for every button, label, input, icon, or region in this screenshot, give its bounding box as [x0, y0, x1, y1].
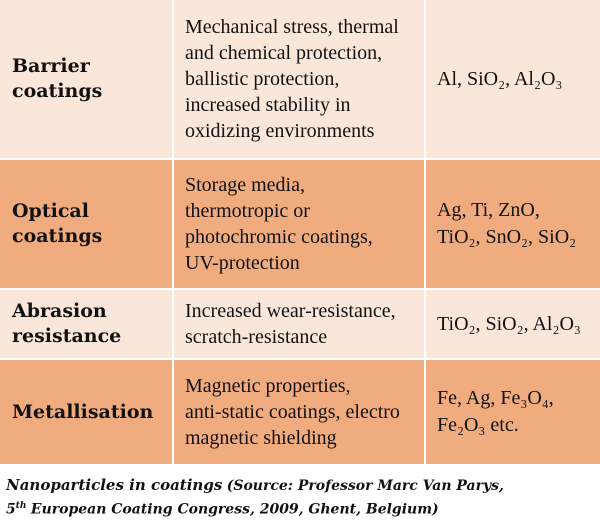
- application-line: oxidizing environments: [185, 120, 375, 142]
- table-row-optical-coatings: [0, 160, 600, 290]
- application-cell: [174, 0, 426, 158]
- table-row-barrier-coatings: [0, 0, 600, 160]
- category-label: resistance: [12, 325, 122, 347]
- caption-source-event: European Coating Congress, 2009, Ghent, Belgium): [30, 501, 439, 518]
- category-label: Barrier coatings: [12, 55, 103, 102]
- table-row-abrasion-resistance: [0, 290, 600, 360]
- figure-caption: [6, 475, 596, 520]
- category-label: Abrasion: [12, 300, 107, 322]
- material-line: Fe, Ag, Fe₃O₄,: [437, 387, 554, 409]
- application-cell: [174, 290, 426, 358]
- application-line: thermotropic or: [185, 200, 310, 222]
- category-label: Metallisation: [12, 400, 154, 423]
- material-line: TiO₂, SnO₂, SiO₂: [437, 226, 577, 248]
- category-cell: [0, 0, 174, 158]
- application-line: Storage media,: [185, 174, 305, 196]
- application-line: anti-static coatings, electro: [185, 401, 400, 423]
- application-line: ballistic protection,: [185, 68, 340, 90]
- application-cell: [174, 360, 426, 464]
- application-cell: [174, 160, 426, 288]
- caption-title: Nanoparticles in coatings: [6, 476, 223, 494]
- application-line: UV-protection: [185, 252, 300, 274]
- category-cell: [0, 360, 174, 464]
- category-cell: [0, 160, 174, 288]
- material-cell: [426, 0, 600, 158]
- application-line: Mechanical stress, thermal: [185, 16, 399, 38]
- application-line: and chemical protection,: [185, 42, 383, 64]
- material-line: Al, SiO₂, Al₂O₃: [437, 67, 563, 90]
- table-row-metallisation: [0, 360, 600, 466]
- application-line: magnetic shielding: [185, 427, 337, 449]
- caption-source: (Source: Professor Marc Van Parys,: [226, 478, 504, 494]
- caption-source-ordinal-suffix: th: [15, 501, 27, 511]
- material-cell: [426, 160, 600, 288]
- application-line: increased stability in: [185, 94, 351, 116]
- application-line: Increased wear-resistance,: [185, 300, 396, 322]
- material-line: Fe₂O₃ etc.: [437, 414, 519, 436]
- material-line: TiO₂, SiO₂, Al₂O₃: [437, 312, 581, 335]
- material-line: Ag, Ti, ZnO,: [437, 199, 540, 221]
- category-cell: [0, 290, 174, 358]
- category-label: Optical coatings: [12, 200, 103, 247]
- application-line: scratch-resistance: [185, 326, 328, 348]
- material-cell: [426, 360, 600, 464]
- application-line: photochromic coatings,: [185, 226, 373, 248]
- material-cell: [426, 290, 600, 358]
- caption-source-ordinal: 5: [6, 501, 16, 518]
- application-line: Magnetic properties,: [185, 375, 351, 397]
